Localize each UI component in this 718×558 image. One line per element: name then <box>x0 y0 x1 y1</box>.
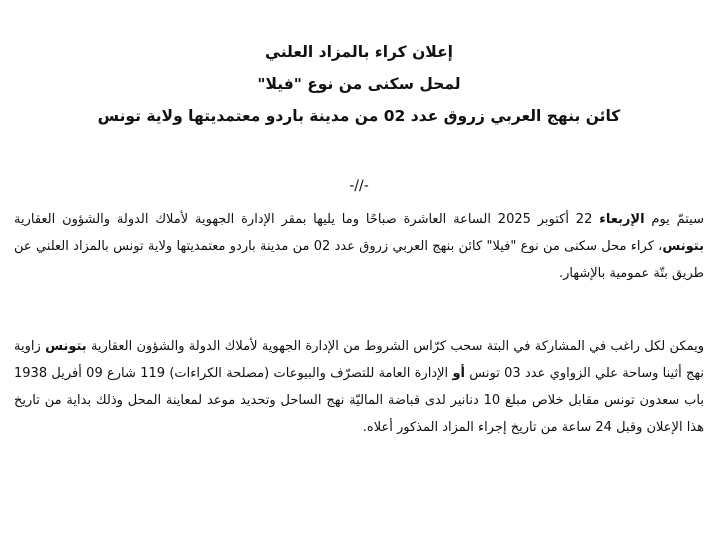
paragraph-2-text-c: الإدارة العامة للتصرّف والبيوعات (مصلحة الكراءات) 119 شارع 09 أفريل 1938 باب سعدون تونس مقابل خلاص مبلغ 10 دنانير لدى قباضة الماليّة نهج الساحل وتحديد موعد لمعاينة المحل وذلك بداية من تاريخ هذا الإعلان وقبل 24 ساعة من تاريخ إجراء المزاد المذكور أعلاه. <box>14 366 704 435</box>
paragraph-2-text-a: ويمكن لكل راغب في المشاركة في البتة سحب كرّاس الشروط من الإدارة الجهوية لأملاك الدولة والشؤون العقارية <box>86 339 705 354</box>
title-line-3: كائن بنهج العربي زروق عدد 02 من مدينة باردو معتمديتها ولاية تونس <box>97 107 621 125</box>
paragraph-2-text-b: زاوية نهج أثينا وساحة علي الزواوي عدد 03 تونس <box>14 339 705 381</box>
paragraph-auction-date <box>14 206 704 287</box>
announcement-title <box>14 36 704 132</box>
paragraph-participation <box>14 333 704 441</box>
title-line-2: لمحل سكنى من نوع "فيلا" <box>257 75 461 93</box>
paragraph-1-text-c: ، كراء محل سكنى من نوع "فيلا" كائن بنهج العربي زروق عدد 02 من مدينة باردو معتمديتها ولاية تونس بالمزاد العلني عن طريق بتّة عمومية بالإشهار. <box>14 239 704 281</box>
city-name-2: بتونس <box>45 339 87 354</box>
separator-mark: -//- <box>349 178 369 194</box>
announcement-document <box>14 0 704 558</box>
title-line-1: إعلان كراء بالمزاد العلني <box>265 43 453 61</box>
city-name: بتونس <box>662 239 704 254</box>
paragraph-1-text-b: 22 أكتوبر 2025 الساعة العاشرة صباحًا وما يليها بمقر الإدارة الجهوية لأملاك الدولة والشؤون العقارية <box>14 212 600 227</box>
or-conjunction: أو <box>452 366 465 381</box>
auction-day: الإربعاء <box>599 212 645 227</box>
paragraph-1-text-a: سيتمّ يوم <box>644 212 704 227</box>
